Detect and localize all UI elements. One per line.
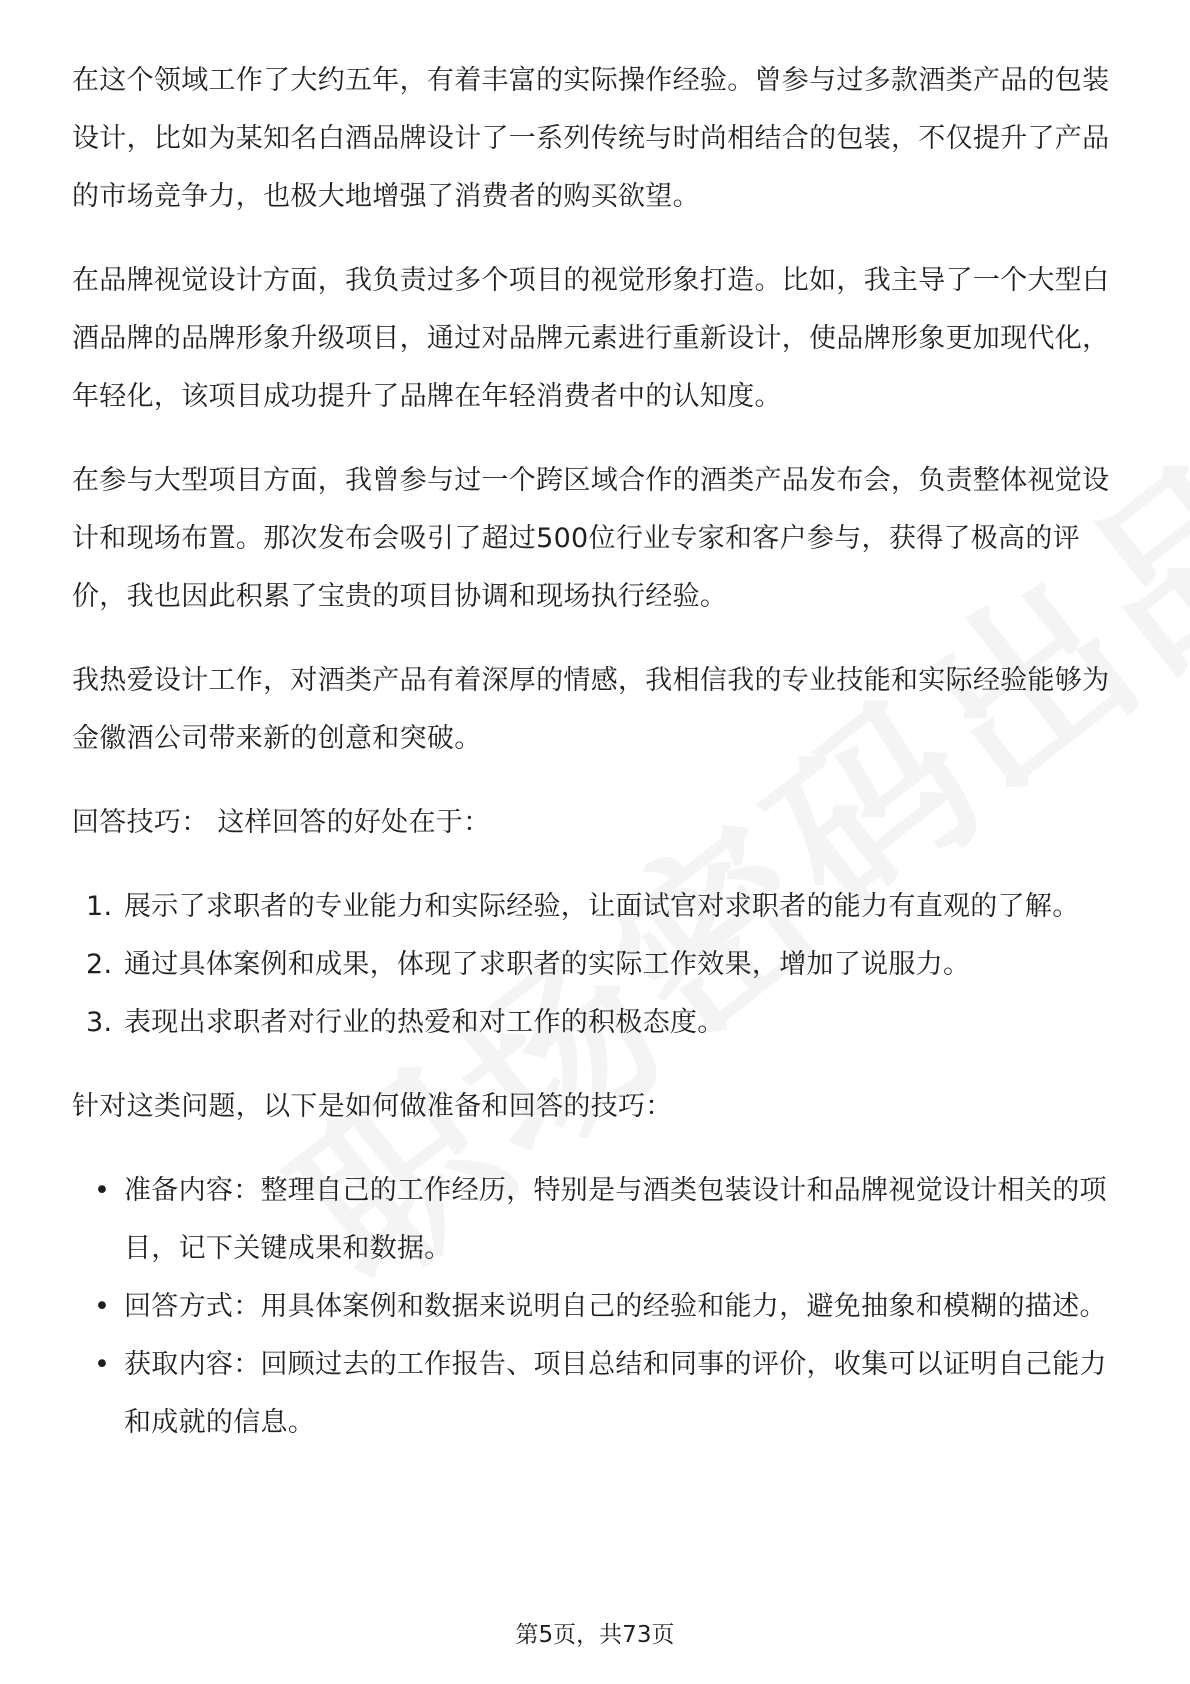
numbered-list	[72, 878, 1122, 1052]
list-item	[72, 1336, 1122, 1452]
list-item	[72, 994, 1122, 1052]
list-item	[72, 878, 1122, 936]
list-item-text: 获取内容：回顾过去的工作报告、项目总结和同事的评价，收集可以证明自己能力和成就的信息。	[124, 1349, 1107, 1438]
list-item-text: 准备内容：整理自己的工作经历，特别是与酒类包装设计和品牌视觉设计相关的项目，记下关键成果和数据。	[124, 1175, 1107, 1264]
list-item	[72, 1278, 1122, 1336]
list-number: 1.	[86, 891, 113, 922]
list-item-text: 表现出求职者对行业的热爱和对工作的积极态度。	[124, 1007, 725, 1038]
bullet-icon: •	[94, 1291, 111, 1322]
list-item	[72, 936, 1122, 994]
paragraph-experience: 在这个领域工作了大约五年，有着丰富的实际操作经验。曾参与过多款酒类产品的包装设计，比如为某知名白酒品牌设计了一系列传统与时尚相结合的包装，不仅提升了产品的市场竞争力，也极大地增强了消费者的购买欲望。	[72, 65, 1110, 212]
prep-heading: 针对这类问题，以下是如何做准备和回答的技巧：	[72, 1091, 673, 1122]
list-item-text: 通过具体案例和成果，体现了求职者的实际工作效果，增加了说服力。	[124, 949, 971, 980]
paragraph-brand-design: 在品牌视觉设计方面，我负责过多个项目的视觉形象打造。比如，我主导了一个大型白酒品牌的品牌形象升级项目，通过对品牌元素进行重新设计，使品牌形象更加现代化，年轻化，该项目成功提升了品牌在年轻消费者中的认知度。	[72, 265, 1110, 412]
list-item-text: 回答方式：用具体案例和数据来说明自己的经验和能力，避免抽象和模糊的描述。	[124, 1291, 1107, 1322]
bullet-list	[72, 1162, 1122, 1452]
document-body	[72, 52, 1122, 1478]
list-number: 3.	[86, 1007, 113, 1038]
bullet-icon: •	[94, 1349, 111, 1380]
list-number: 2.	[86, 949, 113, 980]
page-number: 第5页，共73页	[515, 1622, 675, 1648]
tips-heading: 回答技巧： 这样回答的好处在于：	[72, 807, 491, 838]
list-item	[72, 1162, 1122, 1278]
list-item-text: 展示了求职者的专业能力和实际经验，让面试官对求职者的能力有直观的了解。	[124, 891, 1080, 922]
paragraph-passion: 我热爱设计工作，对酒类产品有着深厚的情感，我相信我的专业技能和实际经验能够为金徽酒公司带来新的创意和突破。	[72, 665, 1110, 754]
bullet-icon: •	[94, 1175, 111, 1206]
paragraph-large-projects: 在参与大型项目方面，我曾参与过一个跨区域合作的酒类产品发布会，负责整体视觉设计和现场布置。那次发布会吸引了超过500位行业专家和客户参与，获得了极高的评价，我也因此积累了宝贵的项目协调和现场执行经验。	[72, 465, 1110, 612]
